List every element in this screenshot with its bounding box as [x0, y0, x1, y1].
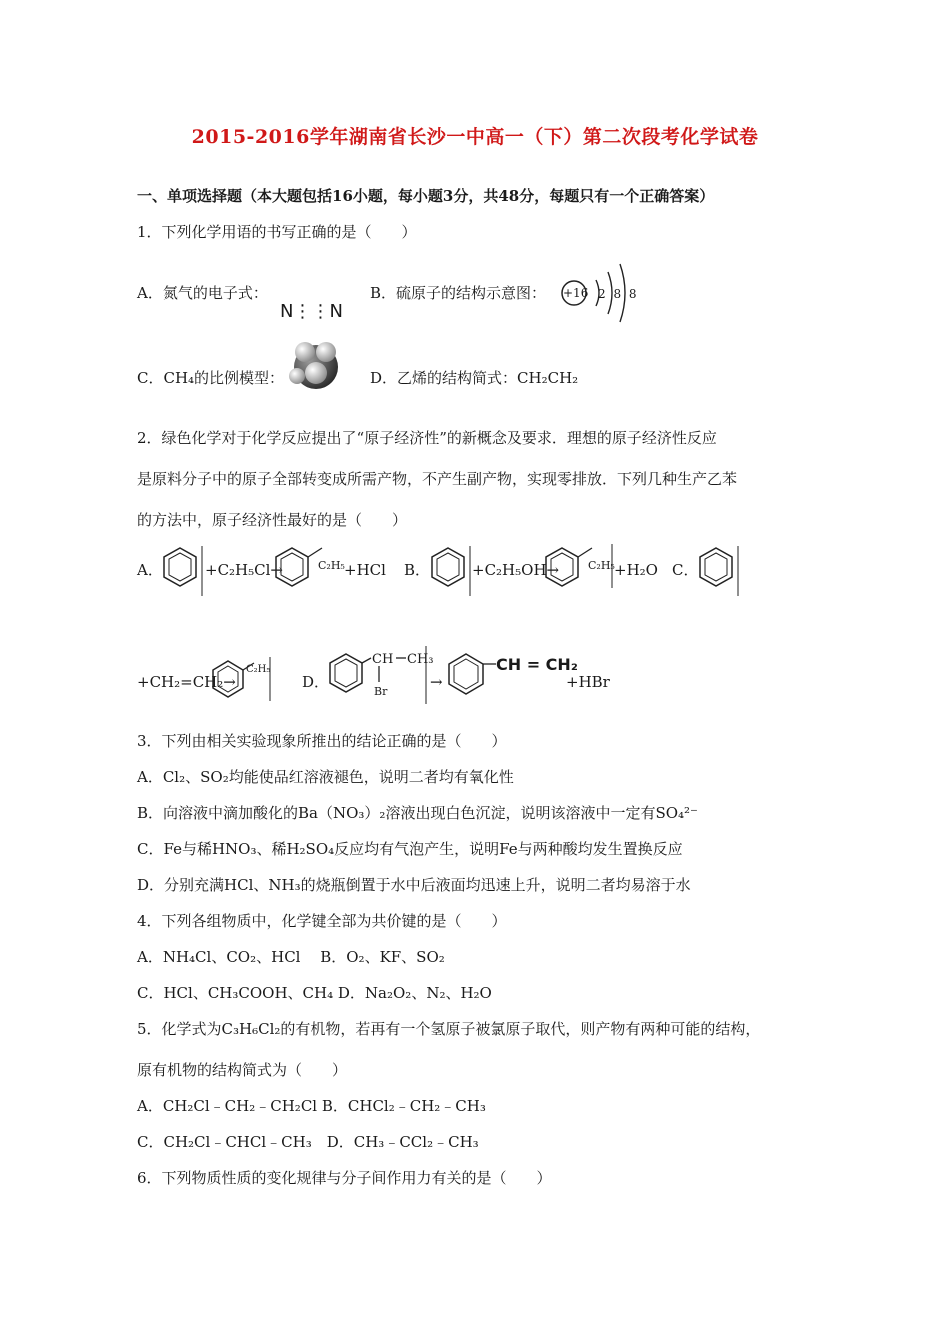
benzene-ring-icon — [426, 542, 472, 598]
q4-stem: 4．下列各组物质中，化学键全部为共价键的是（ ） — [137, 912, 507, 930]
q2-d-br: Br — [374, 685, 388, 698]
q6-stem: 6．下列物质性质的变化规律与分子间作用力有关的是（ ） — [137, 1169, 552, 1187]
q2-b-label: B． — [404, 561, 431, 579]
q5-line1: 5．化学式为C₃H₆Cl₂的有机物，若再有一个氢原子被氯原子取代，则产物有两种可能的结构， — [137, 1020, 761, 1038]
q2-a-byproduct: +HCl — [344, 561, 386, 579]
q2-b-ethyl-group: C₂H₅ — [588, 559, 615, 572]
q4-options-cd: C．HCl、CH₃COOH、CH₄ D．Na₂O₂、N₂、H₂O — [137, 984, 492, 1002]
q2-d-vinyl-group: CH = CH₂ — [496, 655, 578, 674]
sulfur-shell-electrons: 2 8 8 — [598, 287, 639, 301]
q2-d-label: D． — [302, 673, 330, 691]
methane-space-filling-model-icon — [285, 336, 347, 392]
benzene-ring-icon — [694, 542, 740, 598]
q2-b-byproduct: +H₂O — [614, 561, 658, 579]
q2-a-reagent: +C₂H₅Cl→ — [205, 561, 283, 579]
section-heading: 一、单项选择题（本大题包括16小题，每小题3分，共48分，每题只有一个正确答案） — [137, 187, 715, 205]
q1-option-d: D．乙烯的结构简式：CH₂CH₂ — [370, 369, 579, 387]
q1-nitrogen-electron-formula: N⋮⋮N — [280, 301, 343, 322]
q3-option-d: D．分别充满HCl、NH₃的烧瓶倒置于水中后液面均迅速上升，说明二者均易溶于水 — [137, 876, 691, 894]
q3-option-a: A．Cl₂、SO₂均能使品红溶液褪色，说明二者均有氧化性 — [137, 768, 514, 786]
q2-a-label: A． — [137, 561, 163, 579]
sulfur-nucleus-charge: +16 — [563, 286, 589, 300]
q1-option-b: B．硫原子的结构示意图： — [370, 284, 547, 302]
styrene-ring-icon — [444, 648, 504, 704]
q2-line3: 的方法中，原子经济性最好的是（ ） — [137, 511, 408, 529]
q5-options-cd: C．CH₂Cl﹣CHCl﹣CH₃ D．CH₃﹣CCl₂﹣CH₃ — [137, 1133, 479, 1151]
q2-d-ch: CH — [372, 652, 394, 667]
q2-d-ch3: CH₃ — [407, 652, 434, 667]
q3-stem: 3．下列由相关实验现象所推出的结论正确的是（ ） — [137, 732, 507, 750]
q2-line2: 是原料分子中的原子全部转变成所需产物，不产生副产物，实现零排放．下列几种生产乙苯 — [137, 470, 738, 488]
q1-stem: 1．下列化学用语的书写正确的是（ ） — [137, 223, 417, 241]
q2-c-label: C． — [672, 561, 699, 579]
q5-options-ab: A．CH₂Cl﹣CH₂﹣CH₂Cl B．CHCl₂﹣CH₂﹣CH₃ — [137, 1097, 486, 1115]
q2-c-reagent: +CH₂=CH₂→ — [137, 673, 236, 691]
benzene-ring-icon — [158, 542, 204, 598]
q4-options-ab: A．NH₄Cl、CO₂、HCl B．O₂、KF、SO₂ — [137, 948, 445, 966]
q2-d-byproduct: +HBr — [566, 673, 610, 691]
q2-c-ethyl-group: C₂H₅ — [246, 664, 271, 675]
q2-d-arrow: → — [430, 673, 443, 691]
q3-option-c: C．Fe与稀HNO₃、稀H₂SO₄反应均有气泡产生，说明Fe与两种酸均发生置换反应 — [137, 840, 683, 858]
q2-a-ethyl-group: C₂H₅ — [318, 559, 345, 572]
exam-title: 2015-2016学年湖南省长沙一中高一（下）第二次段考化学试卷 — [191, 126, 759, 148]
q1-option-a: A．氮气的电子式： — [137, 284, 268, 302]
q3-option-b: B．向溶液中滴加酸化的Ba（NO₃）₂溶液出现白色沉淀，说明该溶液中一定有SO₄²⁻ — [137, 804, 698, 822]
q1-option-c: C．CH₄的比例模型： — [137, 369, 285, 387]
q5-line2: 原有机物的结构简式为（ ） — [137, 1061, 348, 1079]
q2-line1: 2．绿色化学对于化学反应提出了“原子经济性”的新概念及要求．理想的原子经济性反应 — [137, 429, 717, 447]
q2-b-reagent: +C₂H₅OH→ — [472, 561, 560, 579]
